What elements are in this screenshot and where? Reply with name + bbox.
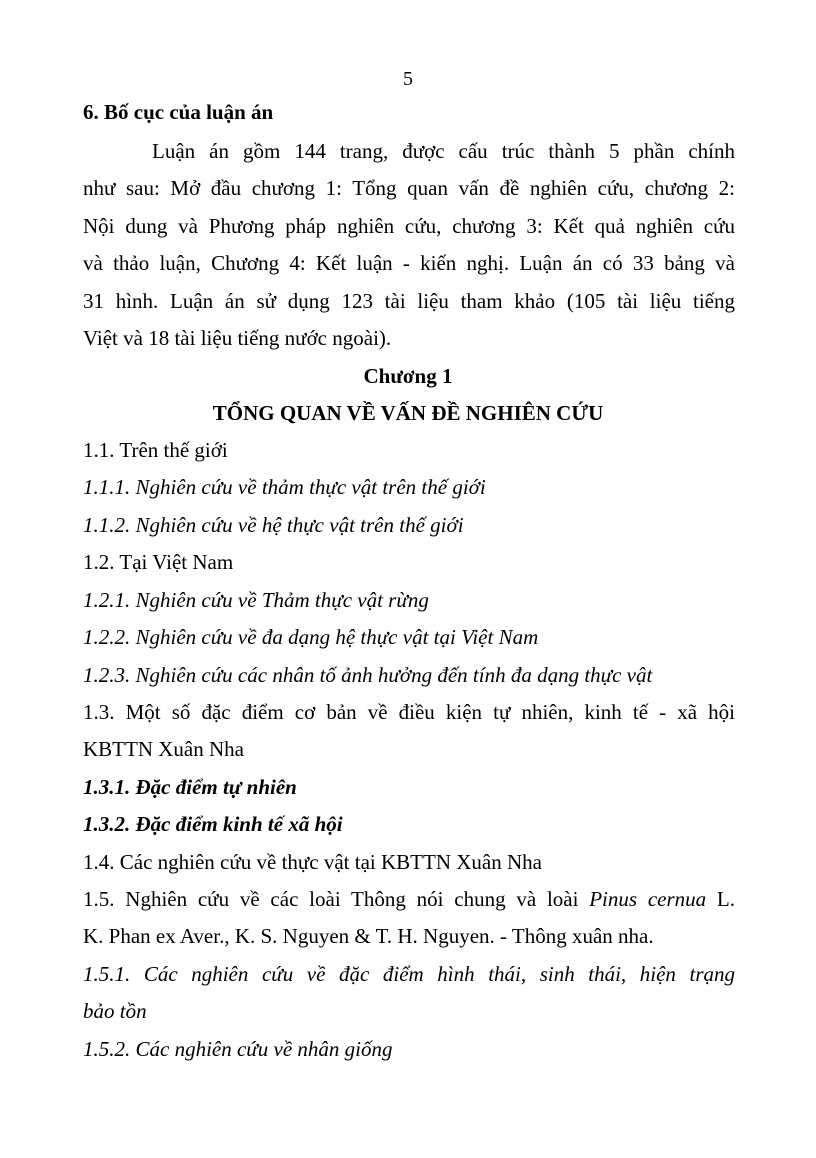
toc-item-1-5-1-line1: 1.5.1. Các nghiên cứu về đặc điểm hình thái, sinh thái, hiện trạng bbox=[83, 962, 735, 986]
toc-item-1-5-suffix: L. bbox=[706, 887, 735, 911]
toc-item-1-2-2: 1.2.2. Nghiên cứu về đa dạng hệ thực vật tại Việt Nam bbox=[83, 625, 539, 649]
toc-item-1-1: 1.1. Trên thế giới bbox=[83, 438, 228, 462]
toc-item-1-3-1: 1.3.1. Đặc điểm tự nhiên bbox=[83, 775, 297, 799]
chapter-label: Chương 1 bbox=[363, 364, 453, 388]
toc-item-1-1-2: 1.1.2. Nghiên cứu về hệ thực vật trên thế giới bbox=[83, 513, 464, 537]
toc-item-1-1-1: 1.1.1. Nghiên cứu về thảm thực vật trên thế giới bbox=[83, 475, 486, 499]
toc-item-1-2: 1.2. Tại Việt Nam bbox=[83, 550, 234, 574]
paragraph-line-6: Việt và 18 tài liệu tiếng nước ngoài). bbox=[83, 326, 392, 350]
toc-item-1-5-1-line2: bảo tồn bbox=[83, 999, 147, 1023]
chapter-title: TỔNG QUAN VỀ VẤN ĐỀ NGHIÊN CỨU bbox=[212, 401, 604, 425]
toc-item-1-3-line1: 1.3. Một số đặc điểm cơ bản về điều kiện tự nhiên, kinh tế - xã hội bbox=[83, 700, 735, 724]
toc-item-1-5-line1 bbox=[83, 886, 735, 912]
toc-item-1-2-3: 1.2.3. Nghiên cứu các nhân tố ảnh hưởng đến tính đa dạng thực vật bbox=[83, 663, 653, 687]
paragraph-line-5: 31 hình. Luận án sử dụng 123 tài liệu tham khảo (105 tài liệu tiếng bbox=[83, 289, 735, 313]
paragraph-line-3: Nội dung và Phương pháp nghiên cứu, chương 3: Kết quả nghiên cứu bbox=[83, 214, 735, 238]
toc-item-1-5-line2: K. Phan ex Aver., K. S. Nguyen & T. H. Nguyen. - Thông xuân nha. bbox=[83, 924, 654, 948]
paragraph-line-1: Luận án gồm 144 trang, được cấu trúc thành 5 phần chính bbox=[152, 139, 735, 163]
paragraph-line-4: và thảo luận, Chương 4: Kết luận - kiến nghị. Luận án có 33 bảng và bbox=[83, 251, 735, 275]
species-name: Pinus cernua bbox=[589, 887, 707, 911]
toc-item-1-3-line2: KBTTN Xuân Nha bbox=[83, 737, 244, 761]
paragraph-line-2: như sau: Mở đầu chương 1: Tổng quan vấn đề nghiên cứu, chương 2: bbox=[83, 176, 735, 200]
toc-item-1-4: 1.4. Các nghiên cứu về thực vật tại KBTTN Xuân Nha bbox=[83, 850, 542, 874]
section-heading: 6. Bố cục của luận án bbox=[83, 100, 274, 124]
toc-item-1-3-2: 1.3.2. Đặc điểm kinh tế xã hội bbox=[83, 812, 343, 836]
toc-item-1-2-1: 1.2.1. Nghiên cứu về Thảm thực vật rừng bbox=[83, 588, 429, 612]
toc-item-1-5-2: 1.5.2. Các nghiên cứu về nhân giống bbox=[83, 1037, 393, 1061]
page-number: 5 bbox=[403, 68, 413, 90]
toc-item-1-5-prefix: 1.5. Nghiên cứu về các loài Thông nói chung và loài bbox=[83, 887, 590, 911]
